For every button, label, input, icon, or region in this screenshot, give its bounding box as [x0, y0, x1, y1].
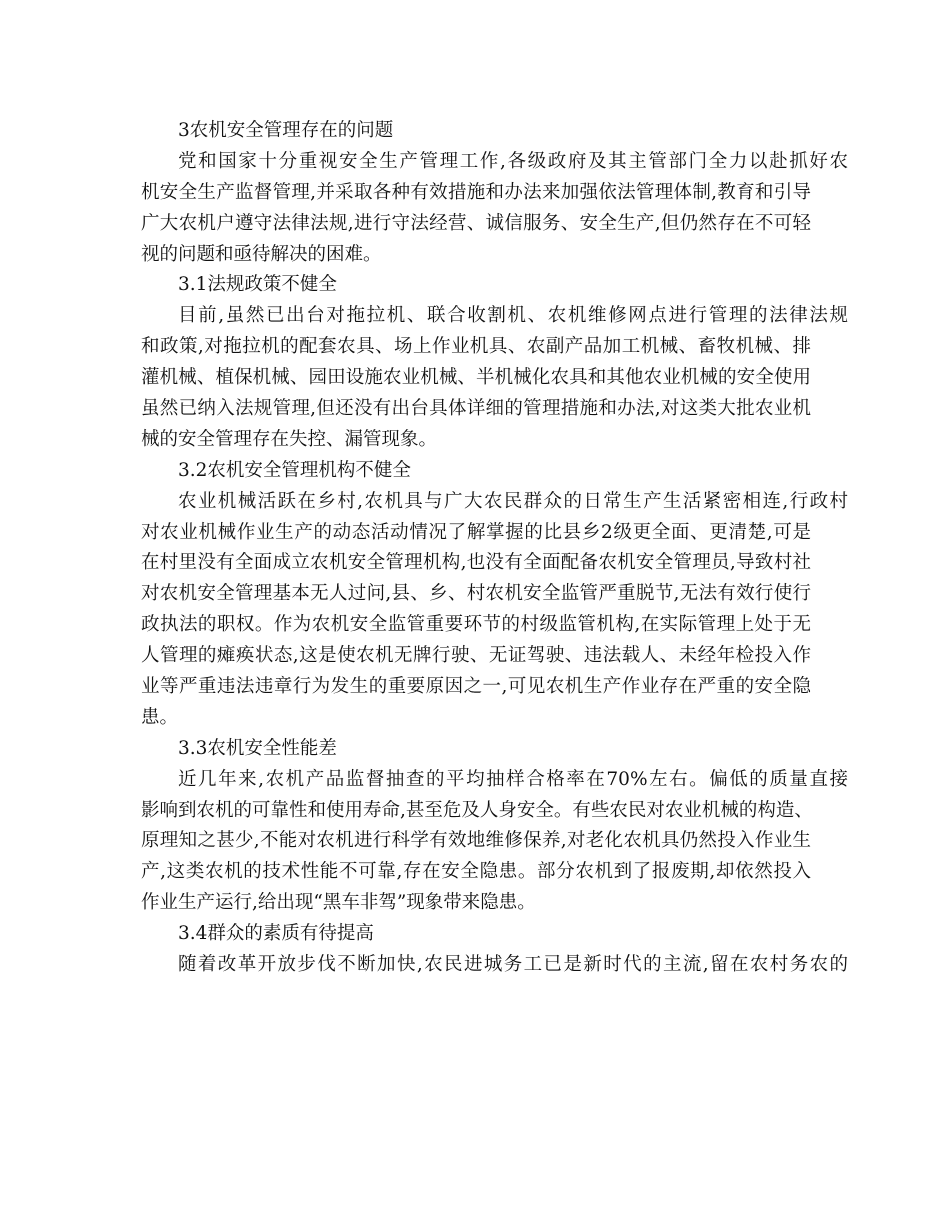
paragraph-line: 广大农机户遵守法律法规,进行守法经营、诚信服务、安全生产,但仍然存在不可轻	[141, 212, 811, 234]
subsection-heading: 3.2农机安全管理机构不健全	[178, 459, 411, 481]
paragraph-line: 对农机安全管理基本无人过问,县、乡、村农机安全监管严重脱节,无法有效行使行	[141, 583, 811, 605]
paragraph-line: 对农业机械作业生产的动态活动情况了解掌握的比县乡2级更全面、更清楚,可是	[141, 521, 811, 543]
document-body	[141, 116, 848, 981]
subsection-heading: 3.4群众的素质有待提高	[178, 923, 374, 945]
paragraph-line: 产,这类农机的技术性能不可靠,存在安全隐患。部分农机到了报废期,却依然投入	[141, 861, 811, 883]
subsection-heading: 3.1法规政策不健全	[178, 274, 337, 296]
paragraph-line: 影响到农机的可靠性和使用寿命,甚至危及人身安全。有些农民对农业机械的构造、	[141, 799, 813, 821]
paragraph-line: 械的安全管理存在失控、漏管现象。	[141, 428, 438, 450]
paragraph-line: 原理知之甚少,不能对农机进行科学有效地维修保养,对老化农机具仍然投入作业生	[141, 830, 811, 852]
paragraph-line: 虽然已纳入法规管理,但还没有出台具体详细的管理措施和办法,对这类大批农业机	[141, 398, 811, 420]
paragraph-line: 目前,虽然已出台对拖拉机、联合收割机、农机维修网点进行管理的法律法规	[178, 305, 848, 327]
section-heading: 3农机安全管理存在的问题	[178, 120, 394, 141]
paragraph-line: 和政策,对拖拉机的配套农具、场上作业机具、农副产品加工机械、畜牧机械、排	[141, 336, 811, 358]
paragraph-line: 党和国家十分重视安全生产管理工作,各级政府及其主管部门全力以赴抓好农	[178, 150, 848, 172]
paragraph-line: 近几年来,农机产品监督抽查的平均抽样合格率在70%左右。偏低的质量直接	[178, 768, 848, 790]
paragraph-line: 随着改革开放步伐不断加快,农民进城务工已是新时代的主流,留在农村务农的	[178, 954, 848, 976]
paragraph-line: 患。	[141, 706, 179, 728]
paragraph-line: 灌机械、植保机械、园田设施农业机械、半机械化农具和其他农业机械的安全使用	[141, 367, 811, 389]
paragraph-line: 农业机械活跃在乡村,农机具与广大农民群众的日常生产生活紧密相连,行政村	[178, 490, 848, 512]
paragraph-line: 机安全生产监督管理,并采取各种有效措施和办法来加强依法管理体制,教育和引导	[141, 181, 811, 203]
paragraph-line: 业等严重违法违章行为发生的重要原因之一,可见农机生产作业存在严重的安全隐	[141, 676, 811, 698]
paragraph-line: 视的问题和亟待解决的困难。	[141, 243, 382, 265]
paragraph-line: 作业生产运行,给出现“黑车非驾”现象带来隐患。	[141, 892, 536, 914]
paragraph-line: 政执法的职权。作为农机安全监管重要环节的村级监管机构,在实际管理上处于无	[141, 614, 811, 636]
paragraph-line: 人管理的瘫痪状态,这是使农机无牌行驶、无证驾驶、违法载人、未经年检投入作	[141, 645, 811, 667]
subsection-heading: 3.3农机安全性能差	[178, 737, 337, 759]
paragraph-line: 在村里没有全面成立农机安全管理机构,也没有全面配备农机安全管理员,导致村社	[141, 552, 811, 574]
